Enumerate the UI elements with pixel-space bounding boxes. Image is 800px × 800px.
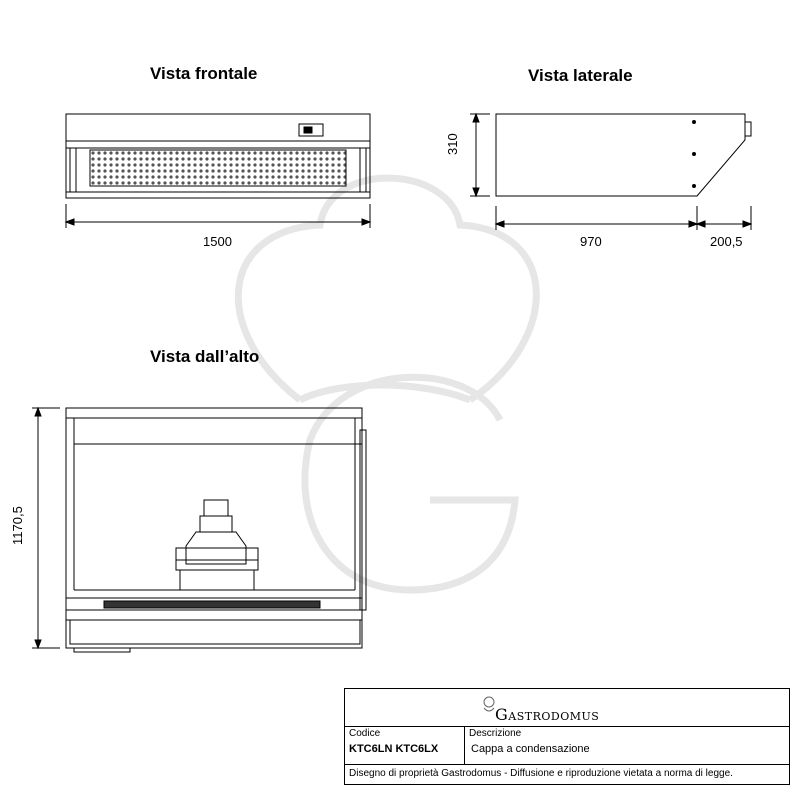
brand-name: Gastrodomus bbox=[495, 705, 600, 724]
title-block-info-row bbox=[345, 727, 789, 765]
code-value: KTC6LN KTC6LX bbox=[349, 743, 439, 755]
top-view-title: Vista dall’alto bbox=[150, 347, 260, 366]
front-view-title: Vista frontale bbox=[150, 64, 258, 83]
top-depth-dimension: 1170,5 bbox=[10, 506, 25, 545]
front-width-dimension: 1500 bbox=[203, 234, 232, 249]
side-height-dimension: 310 bbox=[445, 133, 460, 155]
description-value: Cappa a condensazione bbox=[471, 743, 590, 755]
side-overhang-dimension: 200,5 bbox=[710, 234, 743, 249]
side-view bbox=[470, 114, 751, 230]
code-label: Codice bbox=[349, 728, 381, 739]
side-depth-dimension: 970 bbox=[580, 234, 602, 249]
description-cell bbox=[465, 727, 789, 764]
title-block bbox=[344, 688, 790, 785]
description-label: Descrizione bbox=[469, 728, 522, 739]
watermark-logo bbox=[238, 178, 536, 590]
title-block-logo-row bbox=[345, 689, 789, 727]
side-view-title: Vista laterale bbox=[528, 66, 633, 85]
code-cell bbox=[345, 727, 465, 764]
ownership-notice: Disegno di proprietà Gastrodomus - Diffusione e riproduzione vietata a norma di legge. bbox=[349, 768, 733, 779]
